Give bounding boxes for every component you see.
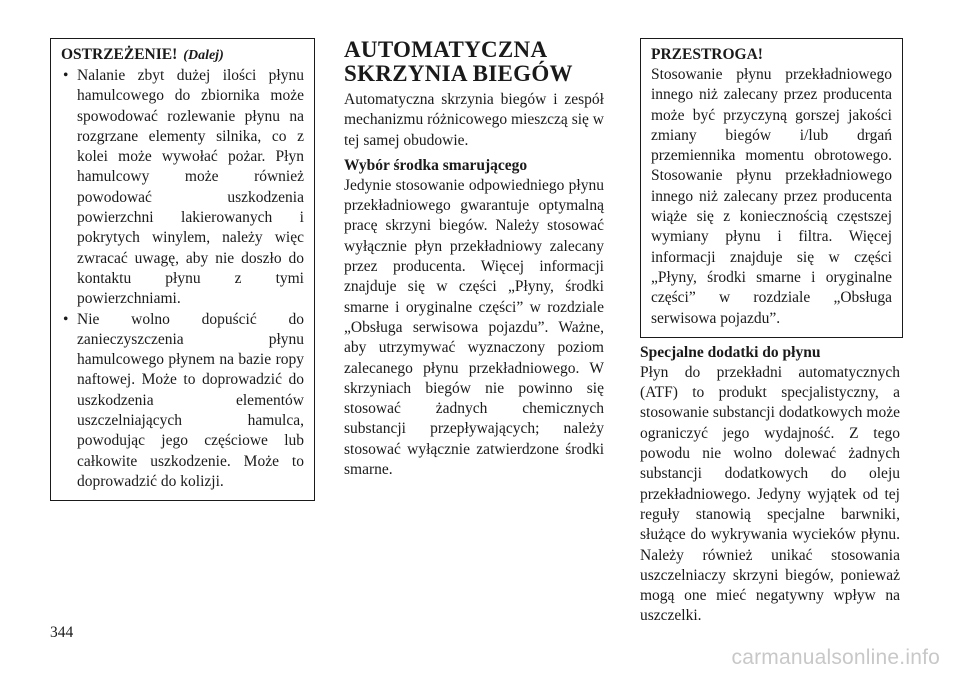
continued-label: (Dalej)	[183, 48, 224, 63]
additives-heading: Specjalne dodatki do płynu	[640, 343, 821, 361]
caution-text: Stosowanie płynu przekładniowego innego niż zalecany przez producenta może być przyczyną gorszej jakości zmiany biegów i/lub drgań przemiennika momentu obrotowego. Stosowanie płynu przekładniowego innego niż zalecany przez producenta wiąże się z koniecznością częstszej wymiany płynu i filtra. Więcej informacji znajduje się w części „Płyny, środki smarne i oryginalne części” w rozdziale „Obsługa serwisowa pojazdu”.	[651, 66, 892, 327]
warning-bullet: • Nalanie zbyt dużej ilości płynu hamulcowego do zbiornika może spowodować rozlewanie płynu na rozgrzane elementy silnika, co z kolei może wywołać pożar. Płyn hamulcowy może również powodować uszkodzenia powierzchni lakierowanych i pokrytych winylem, należy więc zwracać uwagę, aby nie doszło do kontaktu płynu z tymi powierzchniami.	[61, 66, 304, 310]
caution-title: PRZESTROGA!	[651, 46, 763, 63]
section-title	[344, 38, 604, 86]
intro-paragraph: Automatyczna skrzynia biegów i zespół mechanizmu różnicowego mieszczą się w tej samej obudowie.	[344, 91, 604, 149]
watermark: carmanualsonline.info	[731, 646, 940, 669]
warning-title	[61, 45, 304, 66]
section-title-line: SKRZYNIA BIEGÓW	[344, 61, 573, 86]
lubricant-subheading: Wybór środka smarującego	[344, 156, 528, 174]
lubricant-paragraph: Jedynie stosowanie odpowiedniego płynu przekładniowego gwarantuje optymalną pracę skrzyni biegów. Należy stosować wyłącznie płyn przekładniowy zalecany przez producenta. Więcej informacji znajduje się w części „Płyny, środki smarne i oryginalne części” w rozdziale „Obsługa serwisowa pojazdu”. Ważne, aby utrzymywać wyznaczony poziom zalecanego płynu przekładniowego. W skrzyniach biegów nie powinno się stosować żadnych chemicznych substancji przepływających; należy stosować wyłącznie zatwierdzone środki smarne.	[344, 176, 604, 479]
additives-paragraph: Płyn do przekładni automatycznych (ATF) to produkt specjalistyczny, a stosowanie substancji dodatkowych może ograniczyć jego wydajność. Z tego powodu nie wolno dolewać żadnych substancji dodatkowych do oleju przekładniowego. Jedyny wyjątek od tej reguły stanowią specjalne barwniki, służące do wykrywania wycieków płynu. Należy również unikać stosowania uszczelniaczy skrzyni biegów, ponieważ mogą one mieć negatywny wpływ na uszczelki.	[640, 363, 900, 625]
middle-column	[344, 38, 604, 480]
warning-bullet-list	[61, 66, 304, 492]
warning-title-text: OSTRZEŻENIE!	[61, 46, 178, 63]
warning-box	[50, 38, 315, 501]
right-column	[640, 38, 900, 627]
caution-box	[640, 38, 903, 338]
section-title-line: AUTOMATYCZNA	[344, 37, 548, 62]
left-column	[50, 38, 310, 501]
warning-bullet: • Nie wolno dopuścić do zanieczyszczenia płynu hamulcowego płynem na bazie ropy naftowej. Może to doprowadzić do uszkodzenia elementów uszczelniających hamulca, powodując jego częściowe lub całkowite uszkodzenie. Może to doprowadzić do kolizji.	[61, 310, 304, 493]
page-number: 344	[50, 624, 74, 641]
